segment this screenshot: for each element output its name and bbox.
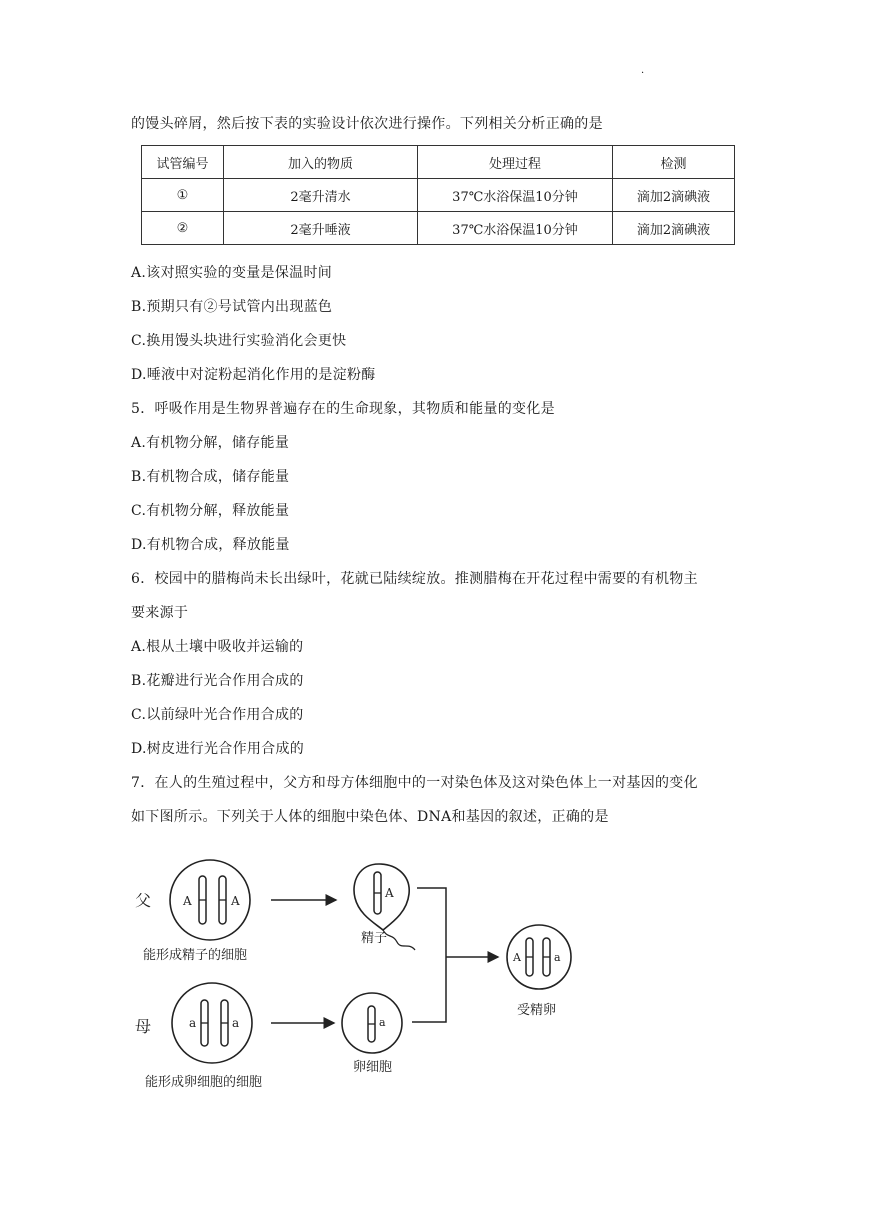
q6-stem-line1: 6．校园中的腊梅尚未长出绿叶，花就已陆续绽放。推测腊梅在开花过程中需要的有机物主: [131, 571, 698, 587]
egg-caption: 卵细胞: [353, 1060, 393, 1075]
table-header-cell: 处理过程: [418, 146, 613, 179]
q6-option-c: C.以前绿叶光合作用合成的: [131, 707, 304, 723]
sperm-caption: 精子: [361, 931, 388, 946]
q7-stem-line1: 7．在人的生殖过程中，父方和母方体细胞中的一对染色体及这对染色体上一对基因的变化: [131, 775, 698, 791]
q4-option-c: C.换用馒头块进行实验消化会更快: [131, 333, 347, 349]
q6-option-b: B.花瓣进行光合作用合成的: [131, 673, 304, 689]
father-label: 父: [135, 891, 152, 910]
table-cell: 2毫升唾液: [224, 212, 418, 245]
q6-option-d: D.树皮进行光合作用合成的: [131, 741, 305, 757]
table-header-row: [142, 146, 735, 179]
q4-option-a: A.该对照实验的变量是保温时间: [131, 265, 333, 281]
corner-mark: ·: [641, 68, 645, 79]
q6-option-a: A.根从土壤中吸收并运输的: [131, 639, 304, 655]
gene-label: a: [232, 1016, 240, 1030]
table-header-cell: 加入的物质: [224, 146, 418, 179]
q5-option-c: C.有机物分解，释放能量: [131, 503, 290, 519]
table-row: [142, 212, 735, 245]
father-cell-caption: 能形成精子的细胞: [143, 948, 248, 963]
table-header-cell: 检测: [613, 146, 735, 179]
question-4-stem-tail: 的馒头碎屑，然后按下表的实验设计依次进行操作。下列相关分析正确的是: [131, 116, 603, 132]
gene-label: A: [231, 894, 240, 908]
father-cell: [170, 860, 250, 940]
gene-label: a: [189, 1016, 197, 1030]
table-cell: 37℃水浴保温10分钟: [418, 179, 613, 212]
q5-option-b: B.有机物合成，储存能量: [131, 469, 290, 485]
joining-bracket: [412, 888, 446, 1022]
mother-cell: [172, 983, 252, 1063]
q5-stem: 5．呼吸作用是生物界普遍存在的生命现象，其物质和能量的变化是: [131, 401, 555, 417]
reproduction-diagram: [131, 842, 611, 1097]
table-row: [142, 179, 735, 212]
table-header-cell: 试管编号: [142, 146, 224, 179]
gene-label: A: [183, 894, 192, 908]
q4-option-b: B.预期只有②号试管内出现蓝色: [131, 299, 333, 315]
q4-option-d: D.唾液中对淀粉起消化作用的是淀粉酶: [131, 367, 376, 383]
q6-stem-line2: 要来源于: [131, 605, 189, 621]
mother-label: 母: [135, 1017, 152, 1036]
egg-cell: [342, 993, 402, 1053]
zygote-caption: 受精卵: [517, 1003, 557, 1018]
table-cell: ①: [142, 179, 224, 212]
gene-label: A: [385, 886, 394, 900]
zygote-cell: [507, 925, 571, 989]
table-cell: 滴加2滴碘液: [613, 179, 735, 212]
gene-label: a: [379, 1016, 386, 1029]
q5-option-d: D.有机物合成，释放能量: [131, 537, 290, 553]
table-cell: 滴加2滴碘液: [613, 212, 735, 245]
gene-label: a: [554, 951, 561, 964]
table-cell: ②: [142, 212, 224, 245]
table-cell: 37℃水浴保温10分钟: [418, 212, 613, 245]
experiment-table: [141, 145, 735, 245]
q5-option-a: A.有机物分解，储存能量: [131, 435, 290, 451]
gene-label: A: [513, 951, 521, 964]
mother-cell-caption: 能形成卵细胞的细胞: [145, 1075, 263, 1090]
q7-stem-line2: 如下图所示。下列关于人体的细胞中染色体、DNA和基因的叙述，正确的是: [131, 809, 609, 825]
table-cell: 2毫升清水: [224, 179, 418, 212]
